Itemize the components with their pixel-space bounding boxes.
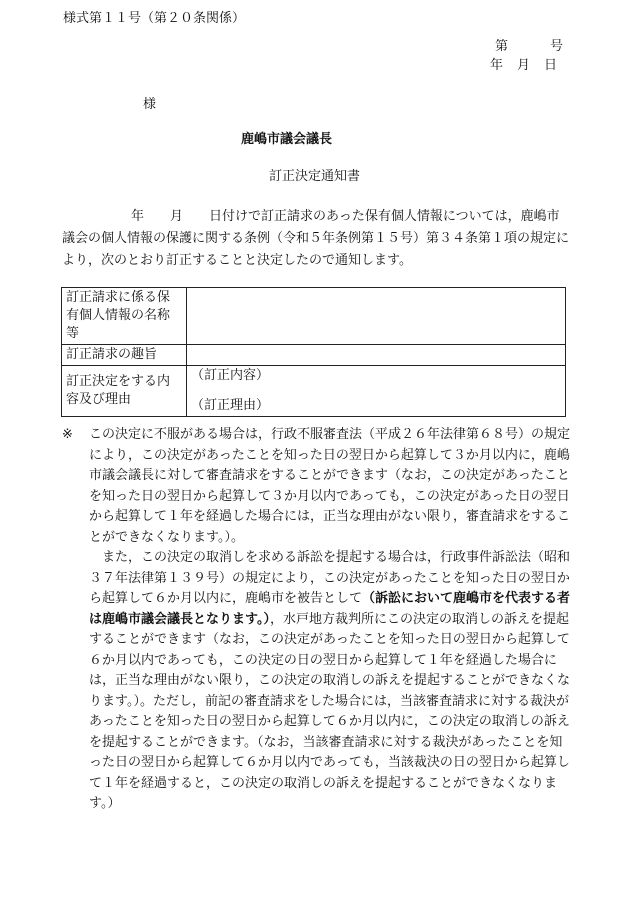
value-info-name xyxy=(187,288,566,345)
document-number-label: 第 xyxy=(495,39,509,54)
note-appeal-text: この決定に不服がある場合は，行政不服審査法（平成２６年法律第６８号）の規定により，この決定があったことを知った日の翌日から起算して３か月以内に，鹿嶋市議会議長に対して審査請求をすることができます（なお，この決定があったことを知った日の翌日から起算して３か月以内であっても，この決定があった日の翌日から起算して１年を経過した場合には，正当な理由がない限り，審査請求をすることができなくなります。）。 xyxy=(89,427,571,545)
note-lawsuit xyxy=(62,548,574,815)
note-lawsuit-text-c: ，水戸地方裁判所にこの決定の取消しの訴えを提起することができます（なお，この決定があったことを知った日の翌日から起算して６か月以内であっても，この決定の日の翌日から起算して１年を経過した場合には，正当な理由がない限り，この決定の取消しの訴えを提起することができなくなります。）。ただし，前記の審査請求をした場合には，当該審査請求に対する裁決があったことを知った日の翌日から起算して６か月以内に，この決定の取消しの訴えを提起することができます。（なお，当該審査請求に対する裁決があったことを知った日の翌日から起算して６か月以内であっても，当該裁決の日の翌日から起算して１年を経過すると，この決定の取消しの訴えを提起することができなくなります。） xyxy=(89,611,571,811)
intro-paragraph: 年 月 日付けで訂正請求のあった保有個人情報については，鹿嶋市議会の個人情報の保護に関する条例（令和５年条例第１５号）第３４条第１項の規定により，次のとおり訂正することと決定したので通知します。 xyxy=(62,209,570,268)
date-line xyxy=(490,57,557,76)
date-day: 日 xyxy=(544,58,558,73)
label-info-name: 訂正請求に係る保有個人情報の名称等 xyxy=(62,288,187,345)
document-number-line xyxy=(495,38,563,57)
table-row xyxy=(62,345,566,366)
note-lawsuit-representative: （訴訟において鹿嶋市を代表する者は鹿嶋市議会議長となります。） xyxy=(89,591,571,627)
sender: 鹿嶋市議会議長 xyxy=(241,132,333,147)
correction-reason-label: （訂正理由） xyxy=(191,398,270,413)
note-mark: ※ xyxy=(62,427,73,442)
form-number: 様式第１１号（第２０条関係） xyxy=(63,11,246,26)
date-year: 年 xyxy=(490,58,504,73)
note-lawsuit-text-a: また，この決定の取消しを求める訴訟を提起する場合は，行政事件訴訟法（昭和３７年法律第１３９号）の規定により，この決定があったことを知った日の翌日から起算して６か月以内に，鹿嶋市を被告として xyxy=(89,550,571,606)
document-title: 訂正決定通知書 xyxy=(269,169,361,184)
value-decision-content-reason xyxy=(187,366,566,417)
table-row xyxy=(62,288,566,345)
correction-info-table xyxy=(61,287,566,417)
table-row xyxy=(62,366,566,417)
value-request-purpose xyxy=(187,345,566,366)
notes-section xyxy=(62,425,574,815)
label-decision-content-reason: 訂正決定をする内容及び理由 xyxy=(62,366,187,417)
note-appeal xyxy=(62,425,574,548)
addressee: 様 xyxy=(143,97,157,112)
correction-content-label: （訂正内容） xyxy=(191,368,270,383)
label-request-purpose: 訂正請求の趣旨 xyxy=(62,345,187,366)
date-month: 月 xyxy=(517,58,531,73)
document-number-suffix: 号 xyxy=(550,39,564,54)
